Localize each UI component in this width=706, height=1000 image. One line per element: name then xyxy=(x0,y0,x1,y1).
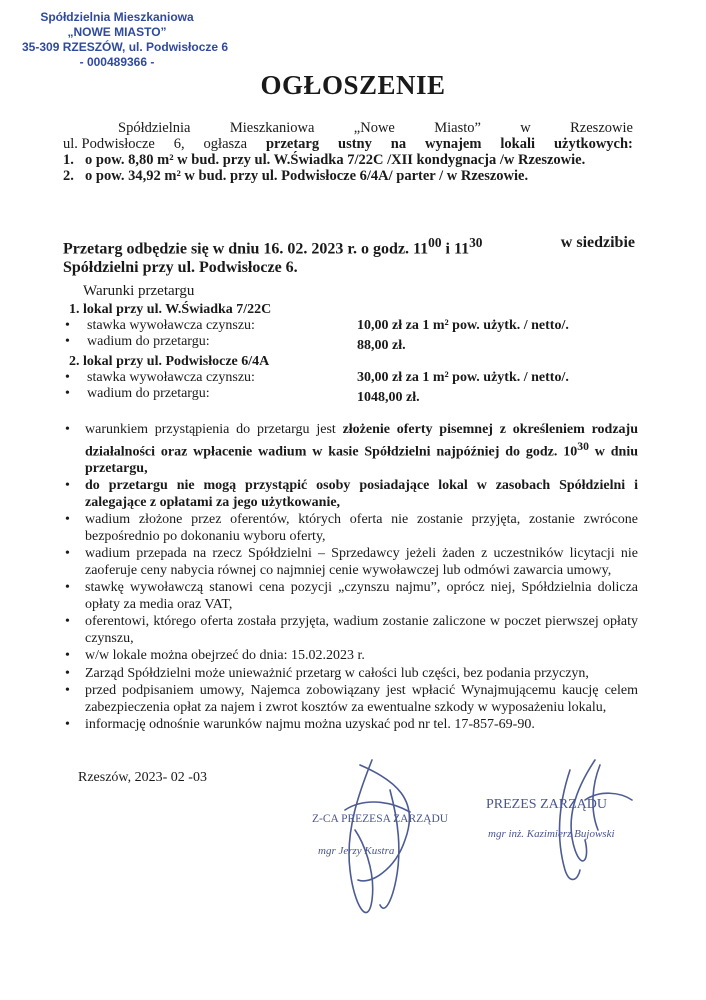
rule-text-bold: złożenie oferty pisemnej z określeniem rodzaju działalności oraz wpłacenie wadium w kasie Spółdzielni najpóźniej do godz. 10 xyxy=(85,422,638,460)
intro-word: 6, xyxy=(173,136,185,152)
intro-word: lokali xyxy=(500,136,536,152)
intro-word: Rzeszowie xyxy=(570,120,633,136)
intro-word: ustny xyxy=(338,136,372,152)
tender-place-line: Spółdzielni przy ul. Podwisłocze 6. xyxy=(63,259,298,277)
intro-word: „Nowe xyxy=(353,120,395,136)
bullet-icon: • xyxy=(65,546,70,562)
tender-place-text: w siedzibie xyxy=(560,234,635,251)
rule-text: oferentowi, którego oferta została przyjęta, wadium zostanie zaliczone w poczet pierwszej opłaty czynszu, xyxy=(85,614,638,646)
rule-text: przed podpisaniem umowy, Najemca zobowiązany jest wpłacić Wynajmującemu kaucję celem zabezpieczenia opłat za najem i zwrot kosztów za ewentualne szkody w wyposażeniu lokalu, xyxy=(85,683,638,715)
bullet-icon: • xyxy=(65,580,70,596)
bullet-icon: • xyxy=(65,717,70,733)
bullet-icon: • xyxy=(65,648,70,664)
time-superscript: 30 xyxy=(469,235,483,250)
rule-text: informację odnośnie warunków najmu można uzyskać pod nr tel. 17-857-69-90. xyxy=(85,717,535,733)
condition-value: 1048,00 zł. xyxy=(357,390,420,405)
rule-text: Zarząd Spółdzielni może unieważnić przetarg w całości lub części, bez podania przyczyn, xyxy=(85,665,589,681)
item-number: 2. xyxy=(63,168,74,184)
intro-word: Spółdzielnia xyxy=(118,120,191,136)
intro-word: na xyxy=(390,136,407,152)
tender-date-part: Przetarg odbędzie się w dniu 16. 02. 2023 r. o godz. 11 xyxy=(63,240,429,258)
item-number: 1. xyxy=(63,152,74,168)
item-text: o pow. 34,92 m² w bud. przy ul. Podwisłocze 6/4A/ parter / w Rzeszowie. xyxy=(85,168,529,184)
premises-title: 1. lokal przy ul. W.Świadka 7/22C xyxy=(69,302,272,317)
bullet-icon: • xyxy=(65,334,70,349)
condition-label: stawka wywoławcza czynszu: xyxy=(87,318,255,333)
bullet-icon: • xyxy=(65,370,70,385)
condition-label: stawka wywoławcza czynszu: xyxy=(87,370,255,385)
bullet-icon: • xyxy=(65,683,70,699)
rule-text-bold: w dniu przetargu, xyxy=(85,444,639,476)
intro-word: Miasto” xyxy=(434,120,481,136)
rule-text: stawkę wywoławczą stanowi cena pozycji „czynszu najmu”, oprócz niej, Spółdzielnia dolicza opłaty za media oraz VAT, xyxy=(85,580,638,612)
document-date: Rzeszów, 2023- 02 -03 xyxy=(78,770,207,785)
left-signature-name: mgr Jerzy Kustra xyxy=(318,845,395,857)
bullet-icon: • xyxy=(65,422,70,437)
rule-text: do przetargu nie mogą przystąpić osoby posiadające lokal w zasobach Spółdzielni i zalegające z opłatami za jego użytkowanie, xyxy=(85,478,638,510)
tender-date-part: i 11 xyxy=(441,240,470,258)
intro-word: użytkowych: xyxy=(553,136,633,152)
item-text: o pow. 8,80 m² w bud. przy ul. W.Świadka 7/22C /XII kondygnacja /w Rzeszowie. xyxy=(85,152,586,168)
rule-text: wadium złożone przez oferentów, których oferta nie zostanie przyjęta, zostanie zwrócone bezpośrednio po dokonaniu wyboru oferty, xyxy=(85,512,638,544)
right-signature-name: mgr inż. Kazimierz Bujowski xyxy=(488,828,615,840)
stamp-line-name: Spółdzielnia Mieszkaniowa xyxy=(40,10,194,24)
time-superscript: 30 xyxy=(577,439,589,453)
rule-text: w/w lokale można obejrzeć do dnia: 15.02.2023 r. xyxy=(85,648,365,664)
intro-word: przetarg xyxy=(265,136,320,152)
bullet-icon: • xyxy=(65,386,70,401)
intro-word: ul. Podwisłocze xyxy=(63,136,155,152)
page-title: OGŁOSZENIE xyxy=(260,70,446,100)
left-signature-stroke xyxy=(349,760,373,912)
condition-value: 30,00 zł za 1 m² pow. użytk. / netto/. xyxy=(357,370,569,385)
left-signature-title: Z-CA PREZESA ZARZĄDU xyxy=(312,813,449,825)
condition-value: 10,00 zł za 1 m² pow. użytk. / netto/. xyxy=(357,318,569,333)
bullet-icon: • xyxy=(65,318,70,333)
condition-label: wadium do przetargu: xyxy=(87,334,210,349)
premises-title: 2. lokal przy ul. Podwisłocze 6/4A xyxy=(69,354,270,369)
stamp-line-number: - 000489366 - xyxy=(79,55,155,69)
bullet-icon: • xyxy=(65,614,70,630)
intro-word: Mieszkaniowa xyxy=(229,120,315,136)
time-superscript: 00 xyxy=(428,235,442,250)
intro-word: ogłasza xyxy=(203,136,248,152)
rule-text: wadium przepada na rzecz Spółdzielni – Sprzedawcy jeżeli żaden z uczestników licytacji nie zaoferuje ceny nabycia równej co najmniej cenie wywoławczej lub odmówi zawarcia umowy, xyxy=(85,546,638,578)
bullet-icon: • xyxy=(65,665,70,681)
right-signature-stroke xyxy=(560,770,580,879)
stamp-line-quote: „NOWE MIASTO” xyxy=(67,25,167,39)
conditions-heading: Warunki przetargu xyxy=(83,283,195,299)
bullet-icon: • xyxy=(65,512,70,528)
rule-text-part: warunkiem przystąpienia do przetargu jest xyxy=(85,422,343,437)
bullet-icon: • xyxy=(65,478,70,494)
intro-word: w xyxy=(520,120,531,136)
stamp-line-address: 35-309 RZESZÓW, ul. Podwisłocze 6 xyxy=(22,40,229,54)
intro-word: wynajem xyxy=(425,136,482,152)
condition-label: wadium do przetargu: xyxy=(87,386,210,401)
condition-value: 88,00 zł. xyxy=(357,338,406,353)
right-signature-title: PREZES ZARZĄDU xyxy=(486,797,607,812)
